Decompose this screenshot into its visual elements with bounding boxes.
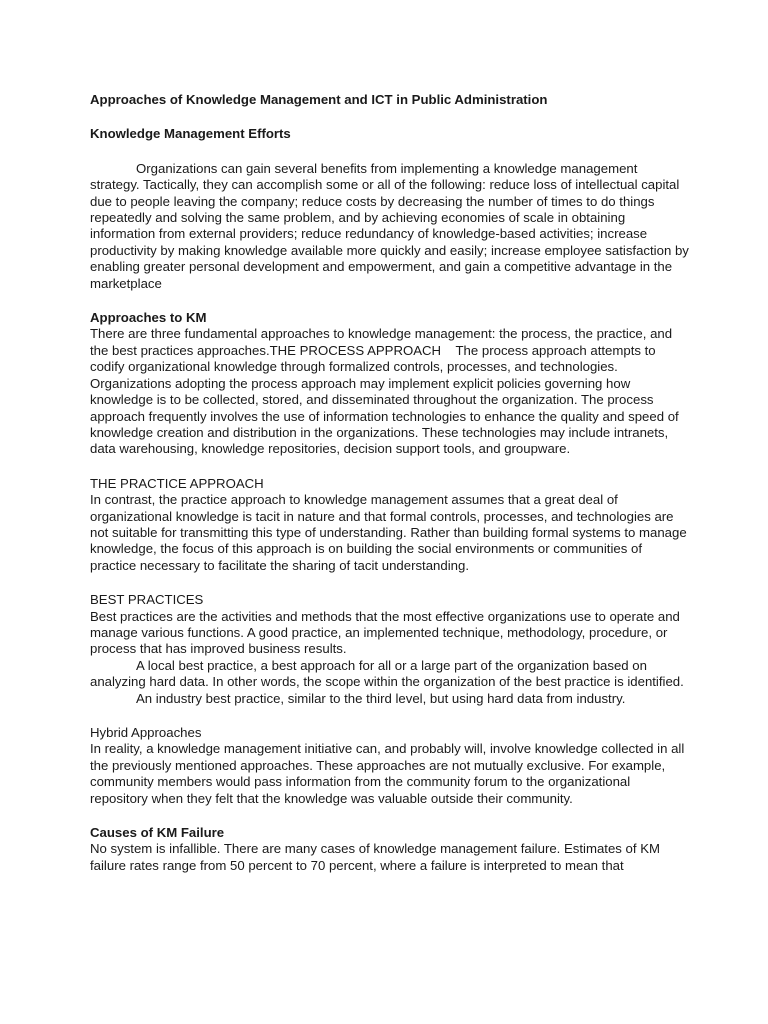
document-body xyxy=(90,92,690,874)
document-title: Approaches of Knowledge Management and ICT in Public Administration xyxy=(90,92,548,107)
section-heading-hybrid: Hybrid Approaches xyxy=(90,725,202,740)
section-heading-best-practices: BEST PRACTICES xyxy=(90,592,204,608)
practice-paragraph: In contrast, the practice approach to knowledge management assumes that a great deal of organizational knowledge is tacit in nature and that formal controls, processes, and technologies are not suitable for transmitting this type of understanding. Rather than building formal systems to manage knowledge, the focus of this approach is on building the social environments or communities of practice necessary to facilitate the sharing of tacit understanding. xyxy=(90,492,687,573)
section-heading-km-failure: Causes of KM Failure xyxy=(90,825,225,841)
hybrid-paragraph: In reality, a knowledge management initiative can, and probably will, involve knowledge collected in all the previously mentioned approaches. These approaches are not mutually exclusive. For example, community members would pass information from the community forum to the organizational repository when they felt that the knowledge was valuable outside their community. xyxy=(90,741,685,806)
section-heading-practice: THE PRACTICE APPROACH xyxy=(90,475,264,491)
section-heading-approaches: Approaches to KM xyxy=(90,310,207,326)
km-failure-paragraph: No system is infallible. There are many cases of knowledge management failure. Estimates of KM failure rates range from 50 percent to 70 percent, where a failure is interpreted to mean that xyxy=(90,841,661,873)
approaches-paragraph: There are three fundamental approaches to knowledge management: the process, the practice, and the best practices approaches.THE PROCESS APPROACH The process approach attempts to codify organizational knowledge through formalized controls, processes, and technologies. Organizations adopting the process approach may implement explicit policies governing how knowledge is to be collected, stored, and disseminated throughout the organization. The process approach frequently involves the use of information technologies to enhance the quality and speed of knowledge creation and distribution in the organizations. These technologies may include intranets, data warehousing, knowledge repositories, decision support tools, and groupware. xyxy=(90,326,683,457)
section-heading-km-efforts: Knowledge Management Efforts xyxy=(90,126,291,142)
best-practices-paragraph-3: An industry best practice, similar to the third level, but using hard data from industry. xyxy=(136,690,626,706)
best-practices-paragraph-2: A local best practice, a best approach for all or a large part of the organization based on analyzing hard data. In other words, the scope within the organization of the best practice is identified. xyxy=(90,657,684,690)
km-efforts-paragraph: Organizations can gain several benefits from implementing a knowledge management strategy. Tactically, they can accomplish some or all of the following: reduce loss of intellectual capital due to people leaving the company; reduce costs by decreasing the number of times to do things repeatedly and solving the same problem, and by achieving economies of scale in obtaining information from external providers; reduce redundancy of knowledge-based activities; increase productivity by making knowledge available more quickly and easily; increase employee satisfaction by enabling greater personal development and empowerment, and gain a competitive advantage in the marketplace xyxy=(90,160,689,291)
best-practices-paragraph-1: Best practices are the activities and methods that the most effective organizations use to operate and manage various functions. A good practice, an implemented technique, methodology, procedure, or process that has improved business results. xyxy=(90,608,680,657)
